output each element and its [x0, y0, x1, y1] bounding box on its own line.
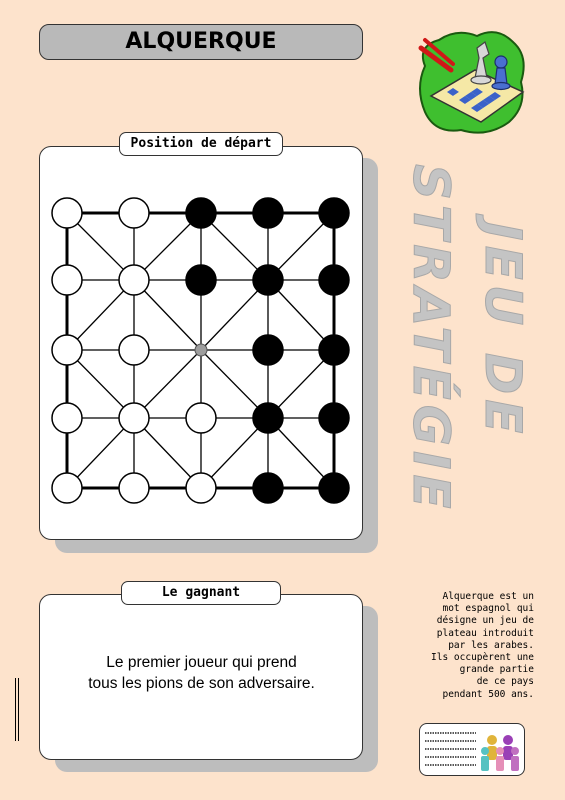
black-piece [253, 265, 283, 295]
white-piece [52, 335, 82, 365]
winner-label: Le gagnant [121, 581, 281, 605]
black-piece [253, 335, 283, 365]
white-piece [119, 265, 149, 295]
winner-line-2: tous les pions de son adversaire. [88, 675, 315, 692]
page-title: ALQUERQUE [39, 24, 363, 60]
white-piece [52, 265, 82, 295]
empty-point [195, 344, 207, 356]
white-piece [119, 335, 149, 365]
black-piece [319, 265, 349, 295]
black-piece [253, 403, 283, 433]
vertical-title-strategie: STRATÉGIE [402, 164, 460, 514]
white-piece [186, 403, 216, 433]
side-note [412, 591, 534, 701]
white-piece [186, 473, 216, 503]
side-note-line: pendant 500 ans. [442, 688, 534, 700]
footer-card [419, 723, 525, 776]
side-note-line: par les arabes. [448, 639, 534, 651]
side-note-line: grande partie [459, 664, 534, 676]
side-note-line: désigne un jeu de [436, 615, 534, 627]
black-piece [253, 198, 283, 228]
left-margin-mark [15, 678, 19, 741]
white-piece [119, 403, 149, 433]
start-position-label: Position de départ [119, 132, 283, 156]
side-note-line: mot espagnol qui [442, 603, 534, 615]
winner-line-1: Le premier joueur qui prend [106, 654, 297, 671]
white-piece [119, 473, 149, 503]
black-piece [186, 265, 216, 295]
white-piece [52, 403, 82, 433]
winner-description [40, 652, 363, 694]
black-piece [186, 198, 216, 228]
vertical-title-jeu-de: JEU DE [474, 222, 532, 439]
black-piece [319, 473, 349, 503]
side-note-line: Ils occupèrent une [431, 652, 534, 664]
white-piece [52, 198, 82, 228]
people-icon [476, 733, 526, 773]
side-note-line: plateau introduit [436, 627, 534, 639]
side-note-line: de ce pays [476, 676, 534, 688]
black-piece [319, 198, 349, 228]
side-note-line: Alquerque est un [442, 591, 534, 602]
black-piece [319, 335, 349, 365]
black-piece [253, 473, 283, 503]
white-piece [52, 473, 82, 503]
white-piece [119, 198, 149, 228]
black-piece [319, 403, 349, 433]
